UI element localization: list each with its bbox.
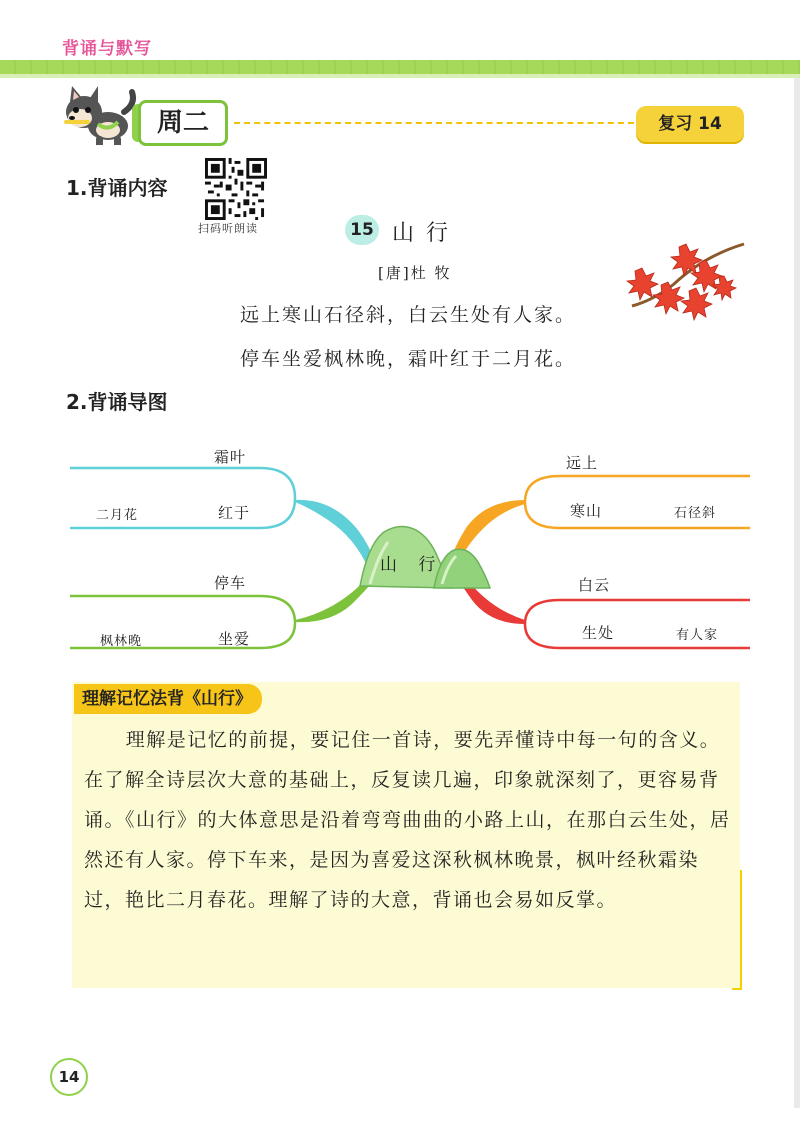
mindmap-branch-frost-leaves: 霜叶 [214,448,247,466]
mindmap-leaf-born-place: 生处 [582,624,615,642]
mindmap-leaf-homes: 有人家 [676,628,719,643]
mindmap-branch-stop-cart: 停车 [214,574,247,592]
poem-number-badge: 15 [345,215,379,245]
day-tab: 周二 [138,100,228,146]
mindmap-leaf-redder-than: 红于 [218,504,251,522]
mindmap-branches [70,438,750,658]
page-number: 14 [50,1058,88,1096]
poem-author: [唐]杜 牧 [378,264,452,282]
memory-tip-label: 理解记忆法背《山行》 [74,684,262,714]
header-bar-shadow [0,74,800,78]
book-title: 背诵与默写 [62,39,152,59]
maple-leaves-icon [624,226,748,326]
mindmap-center-title: 山 行 [380,555,444,575]
poem-title: 山行 [392,221,461,246]
mindmap-leaf-love: 坐爱 [218,630,251,648]
page-edge [794,78,800,1108]
section-recite-content-title: 1.背诵内容 [66,176,168,200]
mindmap-branch-white-clouds: 白云 [578,576,611,594]
review-tab: 复习 14 [636,106,744,142]
mindmap-leaf-maple-dusk: 枫林晚 [100,634,143,649]
mindmap-leaf-february-flowers: 二月花 [96,508,139,523]
mindmap-leaf-cold-mountain: 寒山 [570,502,603,520]
mindmap-leaf-stone-path: 石径斜 [674,506,717,521]
section-mindmap-title: 2.背诵导图 [66,390,168,414]
qr-label: 扫码听朗读 [198,222,258,235]
qr-code-icon[interactable] [205,158,267,220]
dog-mascot-icon [58,82,138,152]
recitation-mindmap [70,438,750,658]
mindmap-branch-far-up: 远上 [566,454,599,472]
header-green-bar [0,60,800,74]
header-dashed-divider [234,122,634,124]
memory-tip-text: 理解是记忆的前提，要记住一首诗，要先弄懂诗中每一句的含义。在了解全诗层次大意的基础上，反复读几遍，印象就深刻了，更容易背诵。《山行》的大体意思是沿着弯弯曲曲的小路上山，在那白云生处，居然还有人家。停下车来，是因为喜爱这深秋枫林晚景，枫叶经秋霜染过，艳比二月春花。理解了诗的大意，背诵也会易如反掌。 [84,729,731,911]
poem-line-2: 停车坐爱枫林晚，霜叶红于二月花。 [240,348,577,370]
poem-line-1: 远上寒山石径斜，白云生处有人家。 [240,304,577,326]
